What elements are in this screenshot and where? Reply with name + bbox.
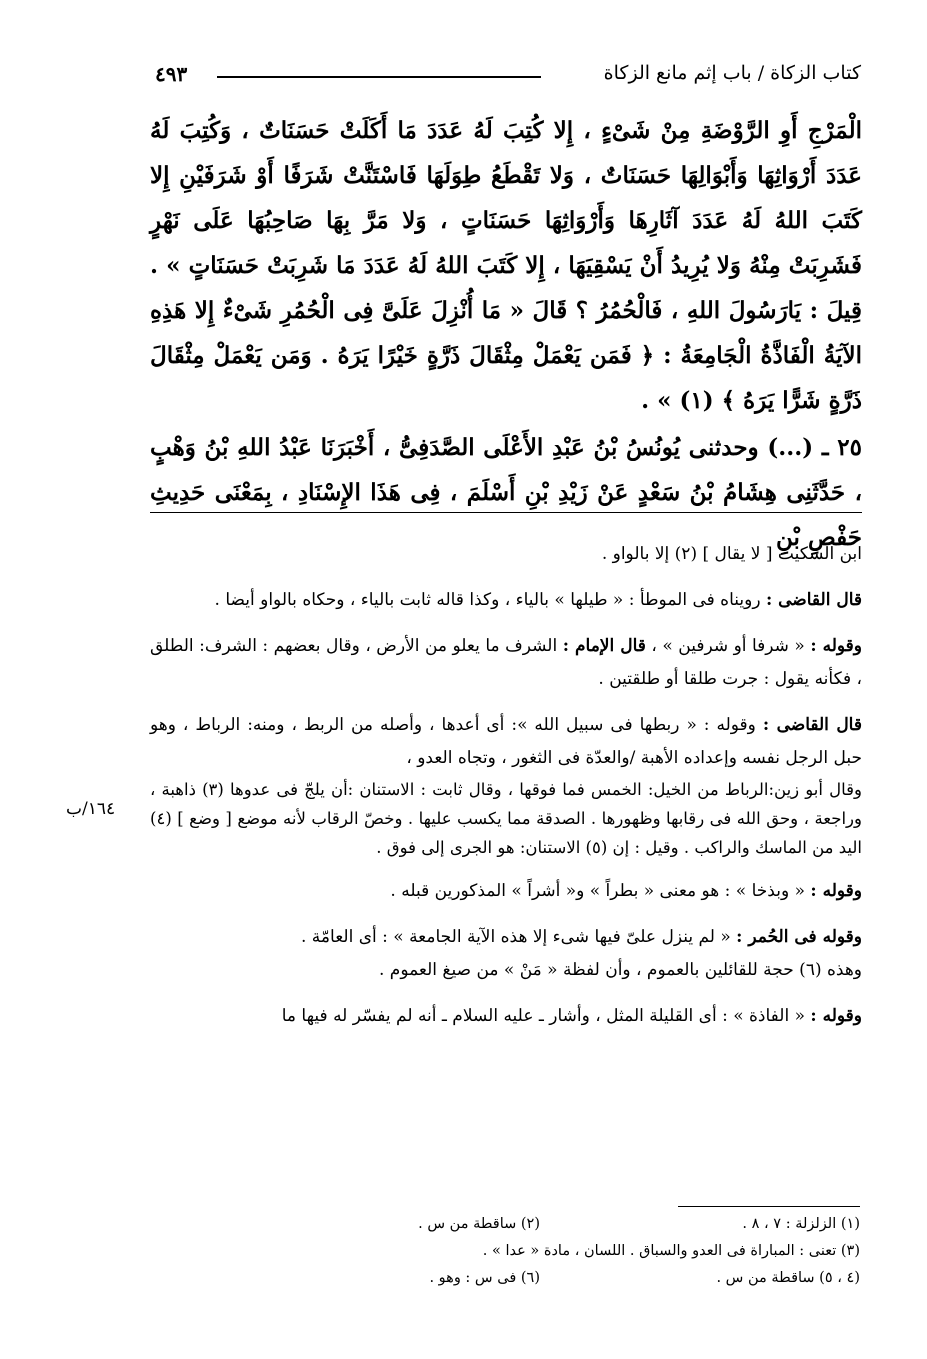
footnote-rule — [678, 1206, 860, 1207]
footnote: (٦) فى س : وهو . — [429, 1270, 540, 1286]
footnote-row — [300, 1270, 860, 1297]
commentary-text: رويناه فى الموطأ : « طيلها » بالياء ، وكذا قاله ثابت بالياء ، وحكاه بالواو أيضا . — [214, 590, 761, 610]
commentary-text: « شرفا أو شرفين » ، — [651, 636, 805, 656]
footnotes — [300, 1216, 860, 1297]
commentary-paragraph — [150, 709, 862, 775]
page-header — [155, 62, 861, 92]
hadith-text — [150, 108, 862, 560]
footnote-row — [300, 1216, 860, 1243]
footnote: (٤ ، ٥) ساقطة من س . — [716, 1270, 860, 1286]
main-text-rule — [150, 512, 862, 513]
hadith-number: ٢٥ ـ — [821, 434, 862, 461]
commentary-text: « وبذخا » : هو معنى « بطراً » و« أشراً » المذكورين قبله . — [390, 881, 805, 901]
running-title: كتاب الزكاة / باب إثم مانع الزكاة — [603, 62, 861, 84]
hadith-isnad: (...) وحدثنى يُونُسُ بْنُ عَبْدِ الأَعْلَى الصَّدَفِىُّ ، أَخْبَرَنَا عَبْدُ اللهِ بْنُ وَهْبٍ ، حَدَّثَنِى هِشَامُ بْنُ سَعْدٍ عَنْ زَيْدِ بْنِ أَسْلَمَ ، فِى هَذَا الإِسْنَادِ ، بِمَعْنَى حَدِيثِ حَفْصِ بْنِ — [150, 434, 862, 551]
commentary-paragraph: وهذه (٦) حجة للقائلين بالعموم ، وأن لفظة « مَنْ » من صيغ العموم . — [378, 960, 862, 980]
commentary-text: « لم ينزل علىّ فيها شىء إلا هذه الآية الجامعة » : أى العامّة . — [300, 927, 731, 947]
footnote: (٣) تعنى : المباراة فى العدو والسباق . اللسان ، مادة « عدا » . — [482, 1243, 860, 1259]
page-number: ٤٩٣ — [155, 62, 188, 86]
footnote-row — [300, 1243, 860, 1270]
footnote: (١) الزلزلة : ٧ ، ٨ . — [742, 1216, 860, 1232]
commentary — [150, 538, 862, 1033]
header-rule — [217, 76, 541, 78]
commentary-paragraph — [150, 875, 862, 908]
commentary-text: الشرف ما يعلو من الأرض ، وقال بعضهم : الشرف: الطلق ، فكأنه يقول : جرت طلقا أو طلقتين . — [150, 636, 862, 689]
commentary-lead: قال القاضى : — [765, 590, 862, 610]
commentary-paragraph — [150, 1000, 862, 1033]
hadith-paragraph: الْمَرْجِ أَوِ الرَّوْضَةِ مِنْ شَىْءٍ ، إِلا كُتِبَ لَهُ عَدَدَ مَا أَكَلَتْ حَسَنَاتٌ ، وَكُتِبَ لَهُ عَدَدَ أَرْوَاثِهَا وَأَبْوَالِهَا حَسَنَاتٌ ، وَلا تَقْطَعُ طِوَلَهَا فَاسْتَنَّتْ شَرَفًا أَوْ شَرَفَيْنِ إِلا كَتَبَ اللهُ لَهُ عَدَدَ آثَارِهَا وَأَرْوَاثِهَا حَسَنَاتٍ ، وَلا مَرَّ بِهَا صَاحِبُهَا عَلَى نَهْرٍ فَشَرِبَتْ مِنْهُ وَلا يُرِيدُ أَنْ يَسْقِيَهَا ، إِلا كَتَبَ اللهُ لَهُ عَدَدَ مَا شَرِبَتْ حَسَنَاتٍ » . قِيلَ : يَارَسُولَ اللهِ ، فَالْحُمُرُ ؟ قَالَ « مَا أُنْزِلَ عَلَىَّ فِى الْحُمُرِ شَىْءٌ إِلا هَذِهِ الآيَةُ الْفَاذَّةُ الْجَامِعَةُ : ﴿ فَمَن يَعْمَلْ مِثْقَالَ ذَرَّةٍ خَيْرًا يَرَهُ . وَمَن يَعْمَلْ مِثْقَالَ ذَرَّةٍ شَرًّا يَرَهُ ﴾ (١) » . — [150, 117, 862, 414]
commentary-paragraph — [150, 630, 862, 696]
commentary-text: وقوله : « ربطها فى سبيل الله »: أى أعدها ، وأصله من الربط ، ومنه: الرباط ، وهو حبل الرجل نفسه وإعداده الأهبة /والعدّة فى الثغور ، وتجاه العدو ، — [150, 715, 862, 768]
commentary-lead: وقوله : — [810, 636, 863, 656]
commentary-lead: قال الإمام : — [562, 636, 646, 656]
commentary-paragraph: وقال أبو زين:الرباط من الخيل: الخمس فما فوقها ، وقال ثابت : الاستنان :أن يلجّ فى عدوها (٣) ذاهبة ، وراجعة ، وحق الله فى رقابها وظهورها . الصدقة مما يكسب عليها . وخصّ الرقاب لأنه موضع [ وضع ] (٤) اليد من الماسك والراكب . وقيل : إن (٥) الاستنان: هو الجرى إلى فوق . — [150, 780, 862, 857]
commentary-lead: وقوله : — [810, 881, 862, 901]
footnote: (٢) ساقطة من س . — [418, 1216, 540, 1232]
commentary-paragraph — [150, 584, 862, 617]
commentary-text: « الفاذة » : أى القليلة المثل ، وأشار ـ عليه السلام ـ أنه لم يفسّر له فيها ما — [281, 1006, 805, 1026]
commentary-paragraph: ابن السكيت [ لا يقال ] (٢) إلا بالواو . — [601, 544, 862, 564]
commentary-paragraph — [150, 921, 862, 954]
commentary-lead: قال القاضى : — [762, 715, 862, 735]
commentary-lead: وقوله : — [810, 1006, 862, 1026]
manuscript-folio-note: ١٦٤/ب — [66, 799, 116, 819]
commentary-lead: وقوله فى الحُمر : — [736, 927, 862, 947]
